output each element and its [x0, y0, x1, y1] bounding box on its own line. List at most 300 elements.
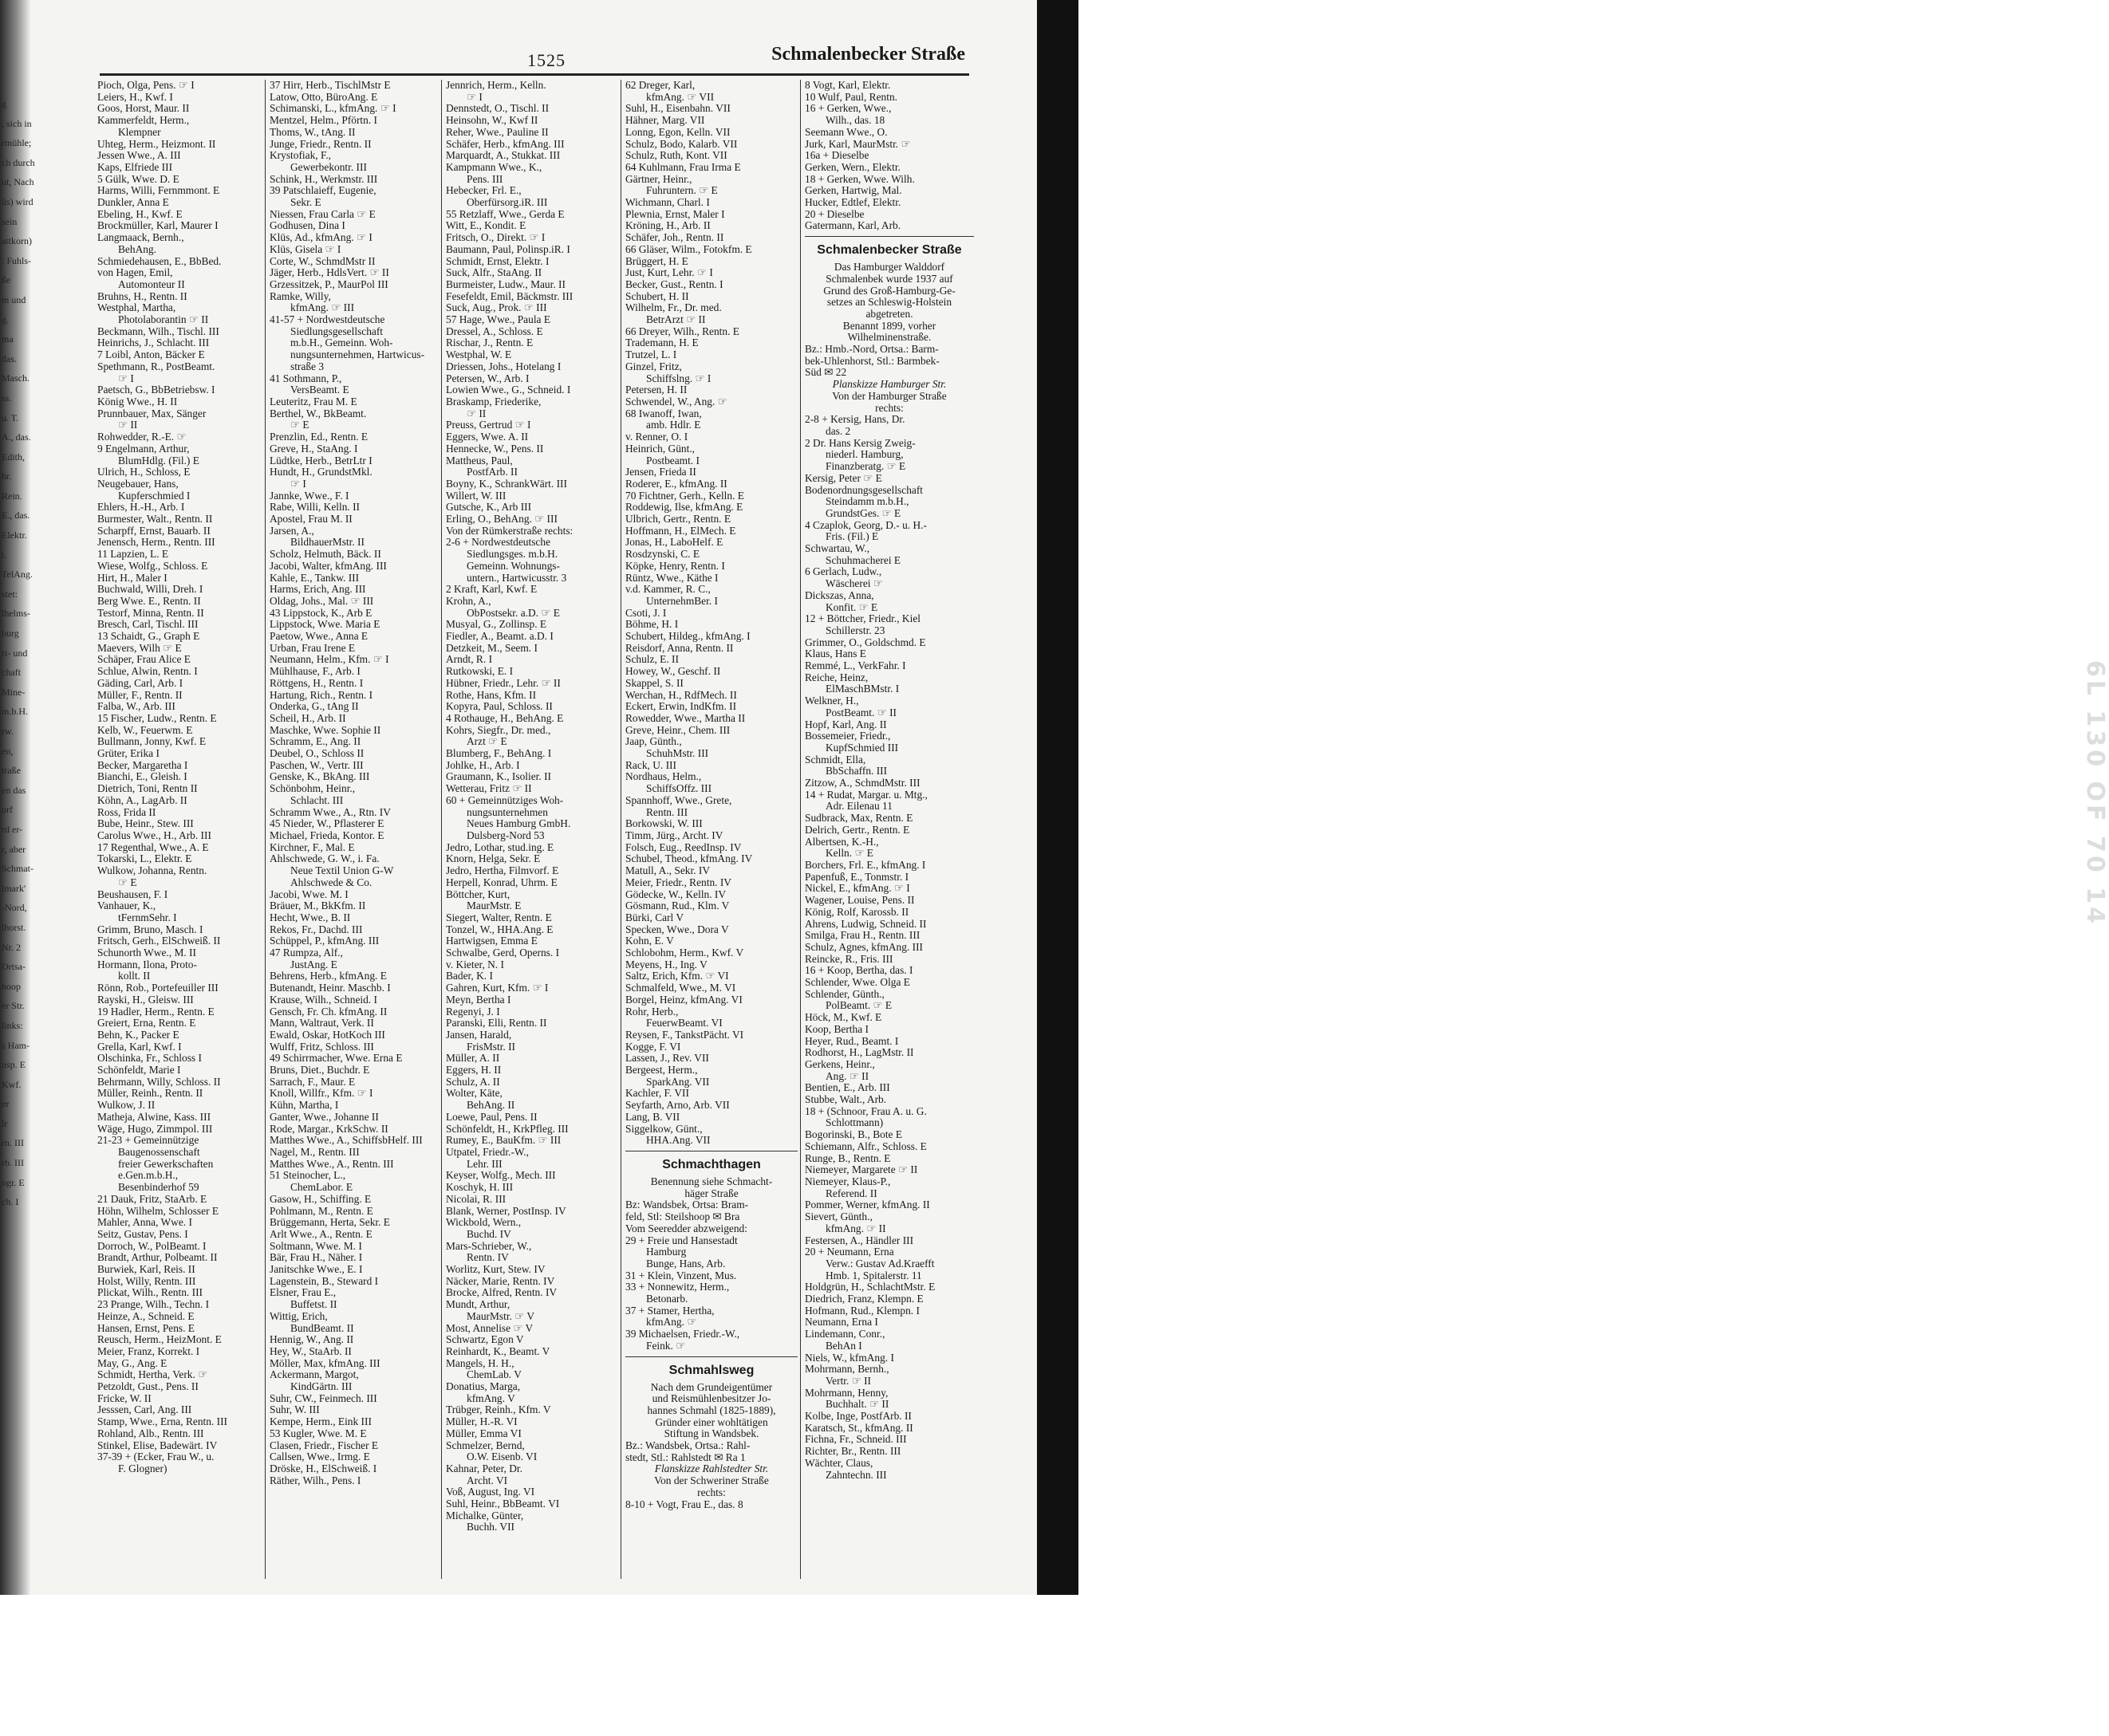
directory-entry: 47 Rumpza, Alf.,	[270, 947, 343, 959]
directory-entry: Ramke, Willy,	[270, 289, 331, 302]
directory-entry: May, G., Ang. E	[97, 1356, 168, 1369]
directory-entry: Albertsen, K.-H.,	[805, 835, 879, 848]
directory-entry: Hopf, Karl, Ang. II	[805, 718, 887, 730]
directory-entry: Niemeyer, Margarete ☞ II	[805, 1163, 918, 1176]
directory-entry: Lassen, J., Rev. VII	[625, 1052, 709, 1065]
entry-continuation: Feink. ☞	[646, 1339, 686, 1352]
directory-entry: Wichmann, Charl. I	[625, 196, 710, 209]
entry-continuation: SparkAng. VII	[646, 1075, 710, 1088]
entry-continuation: ChemLabor. E	[290, 1181, 353, 1194]
directory-entry: Heyer, Rud., Beamt. I	[805, 1034, 899, 1047]
directory-entry: Gutsche, K., Arb III	[446, 501, 532, 514]
directory-entry: Lagenstein, B., Steward I	[270, 1274, 379, 1287]
entry-continuation: PostfArb. II	[467, 466, 518, 478]
directory-entry: Michael, Frieda, Kontor. E	[270, 829, 384, 841]
margin-fragment: rw.	[2, 726, 14, 737]
directory-entry: Hennecke, W., Pens. II	[446, 442, 544, 455]
directory-entry: Stinkel, Elise, Badewärt. IV	[97, 1439, 218, 1451]
entry-continuation: O.W. Eisenb. VI	[467, 1451, 538, 1463]
directory-entry: Regenyi, J. I	[446, 1005, 500, 1018]
margin-fragment: lr	[2, 1117, 8, 1129]
directory-entry: Behn, K., Packer E	[97, 1028, 179, 1041]
margin-fragment: nsp. E	[2, 1059, 26, 1071]
entry-continuation: Referend. II	[826, 1187, 877, 1199]
column-divider	[800, 80, 801, 1579]
directory-entry: Seyfarth, Arno, Arb. VII	[625, 1099, 730, 1112]
directory-entry: Dunkler, Anna E	[97, 196, 169, 209]
margin-fragment: ut, Nach	[2, 176, 34, 188]
directory-entry: 37 Hirr, Herb., TischlMstr E	[270, 79, 391, 91]
entry-continuation: Konfit. ☞ E	[826, 600, 878, 613]
directory-entry: Schwendel, W., Ang. ☞	[625, 395, 727, 407]
directory-entry: Papenfuß, E., Tonmstr. I	[805, 870, 909, 883]
directory-entry: Holst, Willy, Rentn. III	[97, 1274, 196, 1287]
directory-entry: 57 Hage, Wwe., Paula E	[446, 313, 551, 326]
directory-entry: Knoll, Willfr., Kfm. ☞ I	[270, 1087, 373, 1100]
directory-entry: Leiers, H., Kwf. I	[97, 90, 173, 103]
directory-entry: Suhr, CW., Feinmech. III	[270, 1392, 377, 1404]
directory-entry: Suck, Alfr., StaAng. II	[446, 266, 542, 279]
directory-entry: Burmeister, Ludw., Maur. II	[446, 278, 566, 290]
directory-entry: Neugebauer, Hans,	[97, 477, 179, 490]
directory-entry: Spethmann, R., PostBeamt.	[97, 360, 215, 372]
directory-entry: Fesefeldt, Emil, Bäckmstr. III	[446, 289, 574, 302]
entry-continuation: ElMaschBMstr. I	[826, 683, 900, 695]
directory-entry: Zitzow, A., SchmdMstr. III	[805, 777, 920, 789]
entry-continuation: Kupferschmied I	[118, 489, 191, 502]
directory-entry: Prunnbauer, Max, Sänger	[97, 407, 207, 419]
directory-entry: Gösmann, Rud., Klm. V	[625, 899, 730, 912]
directory-entry: Driessen, Johs., Hotelang I	[446, 360, 562, 372]
directory-entry: Kahle, E., Tankw. III	[270, 571, 360, 584]
directory-entry: 41-57 + Nordwestdeutsche	[270, 313, 385, 326]
directory-entry: Michalke, Günter,	[446, 1509, 524, 1521]
margin-fragment: Nr. 2	[2, 941, 21, 953]
directory-entry: Burwiek, Karl, Reis. II	[97, 1263, 195, 1276]
directory-entry: Hähner, Marg. VII	[625, 114, 705, 127]
directory-entry: Jesssen, Carl, Ang. III	[97, 1403, 192, 1416]
entry-continuation: Siedlungsgesellschaft	[290, 325, 384, 337]
margin-fragment: lmark'	[2, 882, 26, 894]
directory-column-3	[446, 80, 618, 1579]
margin-fragment: sein	[2, 215, 18, 227]
directory-entry: Kopyra, Paul, Schloss. II	[446, 700, 553, 713]
directory-entry: Schlender, Wwe. Olga E	[805, 976, 910, 989]
directory-entry: Fritsch, O., Direkt. ☞ I	[446, 231, 546, 244]
directory-entry: Wulff, Fritz, Schloss. III	[270, 1040, 374, 1053]
directory-entry: Soltmann, Wwe. M. I	[270, 1239, 362, 1252]
directory-entry: Mahler, Anna, Wwe. I	[97, 1216, 192, 1229]
directory-entry: Gerkens, Heinr.,	[805, 1057, 875, 1070]
entry-continuation: F. Glogner)	[118, 1462, 168, 1474]
directory-entry: Koschyk, H. III	[446, 1181, 514, 1194]
directory-column-4	[625, 80, 798, 1579]
directory-entry: Welkner, H.,	[805, 695, 859, 707]
directory-entry: Greve, H., StaAng. I	[270, 442, 358, 455]
map-reference: Planskizze Hamburger Str.	[832, 378, 947, 391]
directory-entry: Utpatel, Friedr.-W.,	[446, 1145, 530, 1158]
directory-entry: Bergeest, Herm.,	[625, 1064, 698, 1077]
directory-entry: Westphal, Martha,	[97, 301, 176, 314]
directory-entry: Kohrs, Siegfr., Dr. med.,	[446, 723, 551, 736]
directory-entry: v.d. Kammer, R. C.,	[625, 583, 711, 596]
margin-fragment: lhelms-	[2, 608, 30, 620]
directory-entry: Koop, Bertha I	[805, 1022, 869, 1035]
directory-entry: Jessen Wwe., A. III	[97, 149, 181, 162]
directory-entry: Burmester, Walt., Rentn. II	[97, 513, 213, 526]
directory-entry: Rayski, H., Gleisw. III	[97, 993, 194, 1006]
directory-entry: Hennig, W., Ang. II	[270, 1333, 354, 1346]
entry-continuation: Neue Textil Union G-W	[290, 864, 394, 877]
directory-entry: 21 Dauk, Fritz, StaArb. E	[97, 1192, 207, 1205]
margin-fragment: er	[2, 1098, 10, 1110]
directory-entry: Suhl, H., Eisenbahn. VII	[625, 102, 731, 115]
street-note: Benennung siehe Schmacht-	[650, 1175, 773, 1187]
margin-fragment: u. T.	[2, 411, 19, 423]
entry-continuation: Bunge, Hans, Arb.	[646, 1257, 726, 1270]
directory-entry: Brüggemann, Herta, Sekr. E	[270, 1216, 390, 1229]
directory-entry: Reusch, Herm., HeizMont. E	[97, 1333, 222, 1346]
entry-continuation: Klempner	[118, 125, 161, 138]
entry-continuation: Automonteur II	[118, 278, 185, 290]
directory-entry: Müller, A. II	[446, 1052, 500, 1065]
directory-entry: Bär, Frau H., Näher. I	[270, 1251, 363, 1264]
directory-entry: 2-6 + Nordwestdeutsche	[446, 536, 551, 549]
street-note: hannes Schmahl (1825-1889),	[647, 1403, 776, 1416]
directory-entry: Buchwald, Willi, Dreh. I	[97, 583, 203, 596]
directory-entry: Witt, E., Kondit. E	[446, 219, 526, 232]
directory-column-5	[805, 80, 974, 1579]
entry-continuation: GrundstGes. ☞ E	[826, 506, 901, 519]
directory-entry: 4 Czaplok, Georg, D.- u. H.-	[805, 518, 927, 531]
directory-entry: Knorn, Helga, Sekr. E	[446, 852, 541, 865]
directory-entry: Holdgrün, H., SchlachtMstr. E	[805, 1281, 936, 1293]
directory-entry: Reincke, R., Fris. III	[805, 952, 893, 965]
street-note: Wilhelminenstraße.	[847, 331, 932, 344]
directory-entry: Paranski, Elli, Rentn. II	[446, 1017, 547, 1029]
directory-entry: Paetow, Wwe., Anna E	[270, 630, 369, 643]
directory-entry: Hübner, Friedr., Lehr. ☞ II	[446, 676, 561, 689]
directory-entry: 13 Schaidt, G., Graph E	[97, 630, 200, 643]
directory-entry: Gerken, Wern., Elektr.	[805, 160, 901, 173]
entry-continuation: Photolaborantin ☞ II	[118, 313, 209, 326]
directory-entry: 18 + Gerken, Wwe. Wilh.	[805, 172, 915, 185]
page-number: 1525	[527, 50, 566, 70]
entry-continuation: Vertr. ☞ II	[826, 1374, 871, 1387]
directory-entry: Becker, Margaretha I	[97, 758, 188, 771]
directory-entry: Schink, H., Werkmstr. III	[270, 172, 378, 185]
directory-entry: Clasen, Friedr., Fischer E	[270, 1439, 379, 1451]
directory-entry: Langmaack, Bernh.,	[97, 231, 184, 244]
directory-entry: von Hagen, Emil,	[97, 266, 173, 279]
directory-entry: Meyn, Bertha I	[446, 993, 511, 1006]
entry-continuation: Archt. VI	[467, 1474, 508, 1486]
directory-entry: 39 Michaelsen, Friedr.-W.,	[625, 1328, 740, 1340]
entry-continuation: kfmAng. ☞ III	[290, 301, 355, 314]
directory-entry: Ehlers, H.-H., Arb. I	[97, 501, 185, 514]
directory-entry: Jedro, Hertha, Filmvorf. E	[446, 864, 559, 877]
directory-entry: Csoti, J. I	[625, 606, 667, 619]
directory-entry: Kempe, Herm., Eink III	[270, 1415, 372, 1428]
directory-entry: Musyal, G., Zollinsp. E	[446, 618, 547, 631]
directory-entry: Stamp, Wwe., Erna, Rentn. III	[97, 1415, 228, 1428]
directory-entry: Prenzlin, Ed., Rentn. E	[270, 431, 369, 443]
directory-entry: Schönfeldt, H., KrkPfleg. III	[446, 1122, 569, 1135]
directory-entry: Ebeling, H., Kwf. E	[97, 207, 183, 220]
directory-entry: Tokarski, L., Elektr. E	[97, 852, 192, 865]
entry-continuation: Wilh., das. 18	[826, 114, 885, 127]
entry-continuation: nungsunternehmen, Hartwicus-	[290, 348, 425, 361]
directory-entry: Sudbrack, Max, Rentn. E	[805, 812, 913, 825]
entry-continuation: BlumHdlg. (Fil.) E	[118, 454, 199, 466]
directory-entry: Kersig, Peter ☞ E	[805, 471, 882, 484]
margin-fragment: ss.	[2, 392, 12, 403]
directory-entry: Rönn, Rob., Portefeuiller III	[97, 982, 219, 994]
directory-entry: 51 Steinocher, L.,	[270, 1169, 346, 1182]
directory-entry: Schwartau, W.,	[805, 542, 870, 555]
directory-entry: 16 + Gerken, Wwe.,	[805, 102, 892, 115]
entry-continuation: kfmAng. ☞ II	[826, 1222, 886, 1234]
entry-continuation: m.b.H., Gemeinn. Woh-	[290, 337, 393, 349]
directory-entry: Lüdtke, Herb., BetrLtr I	[270, 454, 373, 466]
directory-entry: Rode, Margar., KrkSchw. II	[270, 1122, 388, 1135]
directory-entry: Röttgens, H., Rentn. I	[270, 676, 364, 689]
entry-continuation: BehAng.	[118, 242, 156, 255]
directory-entry: Saltz, Erich, Kfm. ☞ VI	[625, 970, 729, 982]
directory-entry: Gensch, Fr. Ch. kfmAng. II	[270, 1005, 388, 1018]
directory-entry: 18 + (Schnoor, Frau A. u. G.	[805, 1104, 927, 1117]
directory-entry: Junge, Friedr., Rentn. II	[270, 137, 372, 150]
directory-entry: 10 Wulf, Paul, Rentn.	[805, 90, 898, 103]
margin-fragment: ch. I	[2, 1196, 19, 1208]
entry-continuation: Schillerstr. 23	[826, 624, 885, 636]
margin-fragment: en das	[2, 784, 26, 796]
entry-continuation: Schiffslng. ☞ I	[646, 372, 712, 384]
entry-continuation: kfmAng. ☞	[646, 1316, 697, 1329]
directory-entry: Trademann, H. E	[625, 337, 699, 349]
directory-entry: Rohwedder, R.-E. ☞	[97, 431, 187, 443]
directory-entry: Wilhelm, Fr., Dr. med.	[625, 301, 722, 314]
directory-entry: Lonng, Egon, Kelln. VII	[625, 125, 731, 138]
margin-fragment: lhorst.	[2, 921, 26, 933]
directory-entry: Behrmann, Willy, Schloss. II	[97, 1075, 221, 1088]
directory-entry: Rohland, Alb., Rentn. III	[97, 1427, 204, 1439]
directory-entry: Rosdzynski, C. E	[625, 548, 700, 561]
directory-column-2	[270, 80, 439, 1579]
directory-entry: Ross, Frida II	[97, 805, 156, 818]
directory-entry: Krause, Wilh., Schneid. I	[270, 993, 377, 1006]
entry-continuation: Hmb. 1, Spitalerstr. 11	[826, 1269, 922, 1281]
directory-entry: Wäge, Hugo, Zimmpol. III	[97, 1122, 213, 1135]
entry-continuation: FeuerwBeamt. VI	[646, 1017, 723, 1029]
directory-entry: Gahren, Kurt, Kfm. ☞ I	[446, 982, 549, 994]
directory-entry: Schmidt, Ella,	[805, 753, 866, 766]
directory-entry: Borgel, Heinz, kfmAng. VI	[625, 993, 743, 1006]
margin-fragment: Elektr.	[2, 529, 27, 541]
margin-fragment: ße	[2, 274, 11, 286]
directory-entry: Hartwigsen, Emma E	[446, 935, 538, 947]
directory-entry: 70 Fichtner, Gerh., Kelln. E	[625, 489, 744, 502]
directory-entry: Lang, B. VII	[625, 1110, 680, 1123]
entry-continuation: ☞ E	[290, 419, 309, 431]
directory-entry: Kühn, Martha, I	[270, 1099, 339, 1112]
entry-continuation: tFernmSehr. I	[118, 911, 177, 923]
directory-entry: Kahnar, Peter, Dr.	[446, 1462, 522, 1474]
margin-fragment: -Nord,	[2, 902, 27, 914]
directory-entry: Niemeyer, Klaus-P.,	[805, 1175, 891, 1187]
directory-entry: Jenensch, Herm., Rentn. III	[97, 536, 215, 549]
directory-entry: Hucker, Edtlef, Elektr.	[805, 196, 901, 209]
directory-entry: Reinhardt, K., Beamt. V	[446, 1344, 550, 1357]
entry-continuation: Schlottmann)	[826, 1116, 884, 1129]
directory-entry: Ginzel, Fritz,	[625, 360, 683, 372]
section-rule	[625, 1356, 798, 1357]
street-heading: Schmalenbecker Straße	[817, 243, 962, 258]
entry-continuation: Rentn. IV	[467, 1251, 509, 1264]
entry-continuation: Zahntechn. III	[826, 1468, 887, 1481]
entry-continuation: Pens. III	[467, 172, 503, 185]
street-heading: Schmahlsweg	[668, 1363, 755, 1377]
directory-entry: Rowedder, Wwe., Martha II	[625, 711, 746, 724]
directory-entry: Niessen, Frau Carla ☞ E	[270, 207, 376, 220]
directory-entry: Müller, Reinh., Rentn. II	[97, 1087, 203, 1100]
directory-entry: Jurk, Karl, MaurMstr. ☞	[805, 137, 911, 150]
directory-entry: Rack, U. III	[625, 758, 676, 771]
street-heading: Schmachthagen	[662, 1157, 761, 1171]
directory-entry: Brüggert, H. E	[625, 254, 688, 267]
directory-entry: Bruns, Diet., Buchdr. E	[270, 1064, 370, 1077]
directory-entry: Wulkow, Johanna, Rentn.	[97, 864, 207, 877]
margin-fragment: traße	[2, 765, 21, 777]
entry-continuation: kfmAng. V	[467, 1392, 515, 1404]
directory-entry: Mundt, Arthur,	[446, 1298, 510, 1311]
running-title: Schmalenbecker Straße	[771, 44, 965, 65]
directory-entry: Wolter, Käte,	[446, 1087, 503, 1100]
entry-continuation: BildhauerMstr. II	[290, 536, 365, 549]
directory-entry: Schubel, Theod., kfmAng. IV	[625, 852, 753, 865]
street-note: Benannt 1899, vorher	[842, 319, 936, 332]
directory-entry: Vanhauer, K.,	[97, 899, 156, 912]
directory-entry: bek-Uhlenhorst, Stl.: Barmbek-	[805, 354, 940, 367]
directory-entry: Berthel, W., BkBeamt.	[270, 407, 367, 419]
directory-entry: Mohrmann, Henny,	[805, 1386, 889, 1399]
directory-entry: Kelb, W., Feuerwm. E	[97, 723, 193, 736]
entry-continuation: Schlacht. III	[290, 793, 344, 806]
directory-entry: Heinsohn, W., Kwf II	[446, 114, 538, 127]
directory-entry: Nickel, E., kfmAng. ☞ I	[805, 882, 910, 895]
entry-continuation: ☞ II	[467, 407, 487, 419]
directory-entry: Schimanski, L., kfmAng. ☞ I	[270, 102, 396, 115]
directory-entry: Mattheus, Paul,	[446, 454, 513, 466]
directory-entry: Dickszas, Anna,	[805, 589, 874, 601]
directory-entry: Hoffmann, H., ElMech. E	[625, 524, 736, 537]
directory-entry: König, Rolf, Karossb. II	[805, 905, 909, 918]
directory-entry: Spannhoff, Wwe., Grete,	[625, 793, 732, 806]
directory-entry: Klüs, Ad., kfmAng. ☞ I	[270, 231, 373, 244]
directory-entry: Gerken, Hartwig, Mal.	[805, 184, 902, 197]
margin-fragment: TelAng.	[2, 569, 33, 581]
directory-entry: 66 Gläser, Wilm., Fotokfm. E	[625, 242, 752, 255]
directory-entry: Mann, Waltraut, Verk. II	[270, 1017, 374, 1029]
entry-continuation: KupfSchmied III	[826, 741, 899, 754]
directory-entry: Wetterau, Fritz ☞ II	[446, 782, 532, 795]
directory-entry: Becker, Gust., Rentn. I	[625, 278, 723, 290]
directory-entry: Voß, August, Ing. VI	[446, 1486, 535, 1498]
directory-entry: 14 + Rudat, Margar. u. Mtg.,	[805, 788, 928, 801]
edge-label: 6L 130 OF 70 14	[2081, 660, 2109, 927]
entry-continuation: Ahlschwede & Co.	[290, 876, 373, 888]
entry-continuation: Steindamm m.b.H.,	[826, 495, 909, 508]
directory-entry: Testorf, Minna, Rentn. II	[97, 606, 204, 619]
directory-entry: Schmidt, Ernst, Elektr. I	[446, 254, 550, 267]
margin-fragment: m.b.H.	[2, 706, 28, 718]
directory-entry: Scholz, Helmuth, Bäck. II	[270, 548, 381, 561]
directory-entry: Suck, Aug., Prok. ☞ III	[446, 301, 547, 314]
directory-entry: Bianchi, E., Gleish. I	[97, 770, 187, 783]
directory-entry: Deubel, O., Schloss II	[270, 747, 365, 760]
directory-entry: Detzkeit, M., Seem. I	[446, 641, 538, 654]
right-page-edge	[1037, 0, 2109, 1595]
entry-continuation: untern., Hartwicusstr. 3	[467, 571, 567, 584]
directory-entry: Mohrmann, Bernh.,	[805, 1363, 889, 1376]
margin-fragment: stet:	[2, 588, 18, 600]
margin-fragment: t.	[2, 549, 7, 561]
directory-entry: 31 + Klein, Vinzent, Mus.	[625, 1269, 737, 1281]
entry-continuation: ☞ I	[290, 477, 306, 490]
directory-entry: Borchers, Frl. E., kfmAng. I	[805, 859, 926, 871]
directory-entry: 37-39 + (Ecker, Frau W., u.	[97, 1451, 215, 1463]
entry-continuation: e.Gen.m.b.H.,	[118, 1169, 179, 1182]
directory-entry: Petzoldt, Gust., Pens. II	[97, 1380, 199, 1393]
street-note: rechts:	[697, 1486, 726, 1498]
margin-fragment: hr.	[2, 470, 12, 482]
margin-fragment: Kwf.	[2, 1078, 22, 1090]
entry-continuation: KindGärtn. III	[290, 1380, 353, 1393]
directory-entry: Matthes Wwe., A., Rentn. III	[270, 1157, 394, 1170]
entry-continuation: niederl. Hamburg,	[826, 448, 904, 461]
column-divider	[441, 80, 442, 1579]
directory-entry: Müller, H.-R. VI	[446, 1415, 518, 1428]
street-note: Grund des Groß-Hamburg-Ge-	[823, 284, 956, 297]
directory-entry: 16 + Koop, Bertha, das. I	[805, 964, 913, 977]
directory-entry: Fricke, W. II	[97, 1392, 152, 1404]
directory-entry: Schulz, Bodo, Kalarb. VII	[625, 137, 738, 150]
directory-entry: Godhusen, Dina I	[270, 219, 345, 232]
entry-continuation: Adr. Eilenau 11	[826, 800, 893, 813]
entry-continuation: Sekr. E	[290, 196, 321, 209]
directory-entry: Schmidt, Hertha, Verk. ☞	[97, 1368, 208, 1381]
directory-entry: Fiedler, A., Beamt. a.D. I	[446, 630, 554, 643]
margin-fragment: s Ham-	[2, 1039, 30, 1051]
entry-continuation: Gemeinn. Wohnungs-	[467, 559, 560, 572]
directory-entry: Böhme, H. I	[625, 618, 679, 631]
directory-entry: 49 Schirrmacher, Wwe. Erna E	[270, 1052, 403, 1065]
directory-entry: 8 Vogt, Karl, Elektr.	[805, 79, 891, 91]
directory-entry: Apostel, Frau M. II	[270, 513, 353, 526]
directory-entry: Rothe, Hans, Kfm. II	[446, 688, 537, 701]
directory-entry: Trutzel, L. I	[625, 348, 677, 361]
directory-entry: Bz.: Hmb.-Nord, Ortsa.: Barm-	[805, 343, 939, 356]
directory-entry: Timm, Jürg., Archt. IV	[625, 829, 723, 841]
entry-continuation: ☞ II	[118, 419, 138, 431]
directory-entry: Ahrens, Ludwig, Schneid. II	[805, 917, 927, 930]
entry-continuation: SchiffsOffz. III	[646, 782, 712, 795]
entry-continuation: nungsunternehmen	[467, 805, 548, 818]
directory-entry: 8-10 + Vogt, Frau E., das. 8	[625, 1498, 743, 1510]
margin-fragment: Masch.	[2, 372, 30, 384]
directory-entry: Bube, Heinr., Stew. III	[97, 817, 194, 830]
directory-entry: Jaap, Günth.,	[625, 735, 682, 748]
